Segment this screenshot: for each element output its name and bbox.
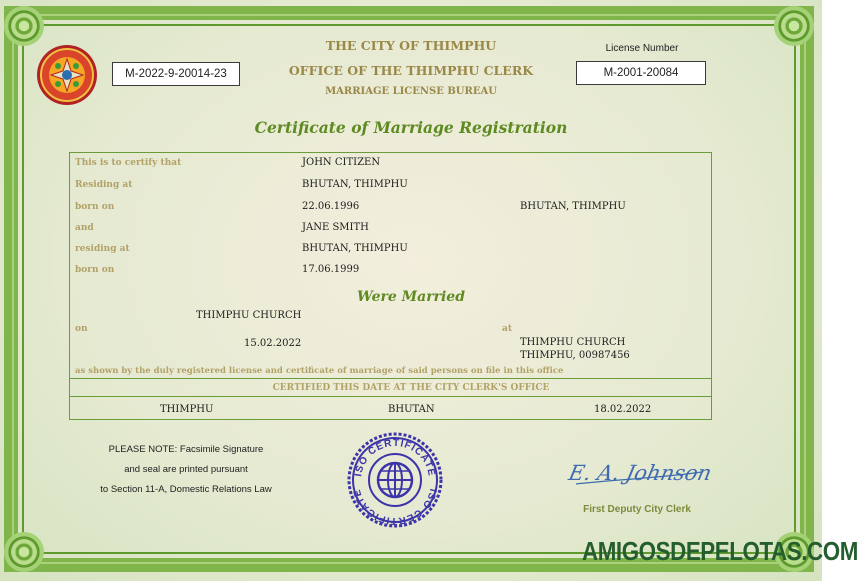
note-line-2: and seal are printed pursuant — [124, 464, 248, 475]
divider — [69, 396, 712, 397]
office-heading: OFFICE OF THE THIMPHU CLERK — [288, 63, 534, 78]
corner-rosette-icon — [4, 532, 44, 572]
certificate-title: Certificate of Marriage Registration — [254, 118, 568, 137]
person1-residence: BHUTAN, THIMPHU — [302, 179, 408, 190]
certified-city: THIMPHU — [160, 404, 214, 415]
person2-name: JANE SMITH — [302, 222, 369, 233]
residing-label-2: residing at — [75, 244, 130, 254]
on-label: on — [75, 324, 88, 334]
clerk-signature — [566, 450, 714, 492]
person1-birth-date: 22.06.1996 — [302, 201, 360, 212]
bureau-heading: MARRIAGE LICENSE BUREAU — [325, 86, 497, 97]
divider — [69, 378, 712, 379]
born-label-2: born on — [75, 265, 115, 275]
certified-country: BHUTAN — [388, 404, 435, 415]
person1-name: JOHN CITIZEN — [302, 157, 381, 168]
license-number-label: License Number — [605, 43, 679, 54]
residing-label: Residing at — [75, 180, 133, 190]
certify-label: This is to certify that — [75, 158, 182, 168]
and-label: and — [75, 223, 94, 233]
marriage-location-line2: THIMPHU, 00987456 — [520, 350, 630, 361]
marriage-location-line1: THIMPHU CHURCH — [520, 337, 626, 348]
certified-heading: CERTIFIED THIS DATE AT THE CITY CLERK'S OFFICE — [272, 383, 550, 393]
certified-date: 18.02.2022 — [594, 404, 652, 415]
were-married-heading: Were Married — [357, 289, 465, 305]
license-number: M-2001-20084 — [576, 61, 706, 85]
born-label: born on — [75, 202, 115, 212]
iso-certificate-seal-icon — [345, 432, 445, 528]
at-label: at — [502, 324, 512, 334]
signatory-title: First Deputy City Clerk — [583, 504, 691, 515]
registration-details-box — [69, 152, 712, 420]
svg-text:E. A. Johnson: E. A. Johnson — [566, 461, 714, 486]
svg-text:ISO CERTIFICATE: ISO CERTIFICATE — [351, 487, 439, 527]
city-heading: THE CITY OF THIMPHU — [325, 38, 497, 53]
note-line-3: to Section 11-A, Domestic Relations Law — [100, 484, 272, 495]
person2-residence: BHUTAN, THIMPHU — [302, 243, 408, 254]
site-watermark: AMIGOSDEPELOTAS.COM — [582, 536, 858, 566]
person2-birth-date: 17.06.1999 — [302, 264, 360, 275]
svg-text:ISO CERTIFICATE: ISO CERTIFICATE — [353, 437, 437, 478]
certificate-number: M-2022-9-20014-23 — [112, 62, 240, 86]
note-line-1: PLEASE NOTE: Facsimile Signature — [108, 444, 264, 455]
registration-statement: as shown by the duly registered license and certificate of marriage of said persons on file in this office — [75, 366, 564, 376]
marriage-date: 15.02.2022 — [244, 338, 302, 349]
person1-birth-place: BHUTAN, THIMPHU — [520, 201, 626, 212]
marriage-venue: THIMPHU CHURCH — [196, 310, 302, 321]
